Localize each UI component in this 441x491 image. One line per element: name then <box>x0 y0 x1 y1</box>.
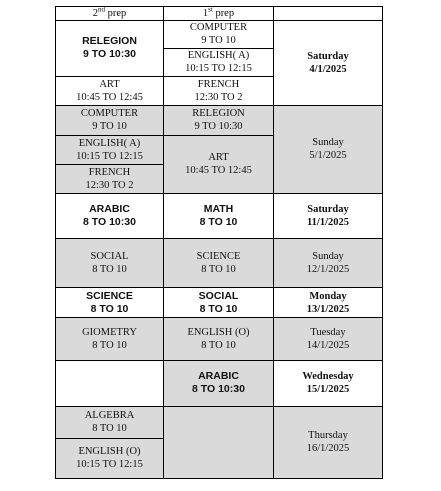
cell-1st-social: SOCIAL 8 TO 10 <box>164 288 274 318</box>
cell-2nd-science: SCIENCE 8 TO 10 <box>56 288 164 318</box>
cell-2nd-computer: COMPUTER 9 TO 10 <box>56 105 164 135</box>
day-monday-13: Monday 13/1/2025 <box>274 288 383 318</box>
cell-2nd-art: ART 10:45 TO 12:45 <box>56 76 164 105</box>
day-thursday-16: Thursday 16/1/2025 <box>274 406 383 478</box>
cell-2nd-english-o: ENGLISH (O) 10:15 TO 12:15 <box>56 438 164 478</box>
cell-1st-empty <box>164 406 274 478</box>
cell-2nd-arabic: ARABIC 8 TO 10:30 <box>56 193 164 238</box>
cell-2nd-geometry: GIOMETRY 8 TO 10 <box>56 318 164 360</box>
header-1st-prep: 1st prep <box>164 7 274 21</box>
day-saturday-4: Saturday 4/1/2025 <box>274 21 383 106</box>
cell-1st-math: MATH 8 TO 10 <box>164 193 274 238</box>
header-row <box>56 7 383 21</box>
cell-2nd-algebra: ALGEBRA 8 TO 10 <box>56 406 164 438</box>
cell-2nd-social: SOCIAL 8 TO 10 <box>56 239 164 288</box>
day-saturday-11: Saturday 11/1/2025 <box>274 193 383 238</box>
cell-1st-computer: COMPUTER 9 TO 10 <box>164 21 274 48</box>
cell-1st-french: FRENCH 12:30 TO 2 <box>164 76 274 105</box>
cell-2nd-religion: RELEGION 9 TO 10:30 <box>56 21 164 76</box>
cell-1st-arabic: ARABIC 8 TO 10:30 <box>164 360 274 406</box>
header-2nd-prep: 2nd prep <box>56 7 164 21</box>
cell-1st-english-a: ENGLISH( A) 10:15 TO 12:15 <box>164 48 274 76</box>
day-wednesday-15: Wednesday 15/1/2025 <box>274 360 383 406</box>
cell-1st-english-o: ENGLISH (O) 8 TO 10 <box>164 318 274 360</box>
cell-2nd-english-a: ENGLISH( A) 10:15 TO 12:15 <box>56 135 164 164</box>
cell-1st-art: ART 10:45 TO 12:45 <box>164 135 274 193</box>
day-tuesday-14: Tuesday 14/1/2025 <box>274 318 383 360</box>
exam-schedule-table <box>55 6 383 479</box>
day-sunday-5: Sunday 5/1/2025 <box>274 105 383 193</box>
cell-2nd-empty <box>56 360 164 406</box>
cell-1st-religion: RELEGION 9 TO 10:30 <box>164 105 274 135</box>
cell-1st-science: SCIENCE 8 TO 10 <box>164 239 274 288</box>
day-sunday-12: Sunday 12/1/2025 <box>274 239 383 288</box>
cell-2nd-french: FRENCH 12:30 TO 2 <box>56 164 164 193</box>
header-day <box>274 7 383 21</box>
